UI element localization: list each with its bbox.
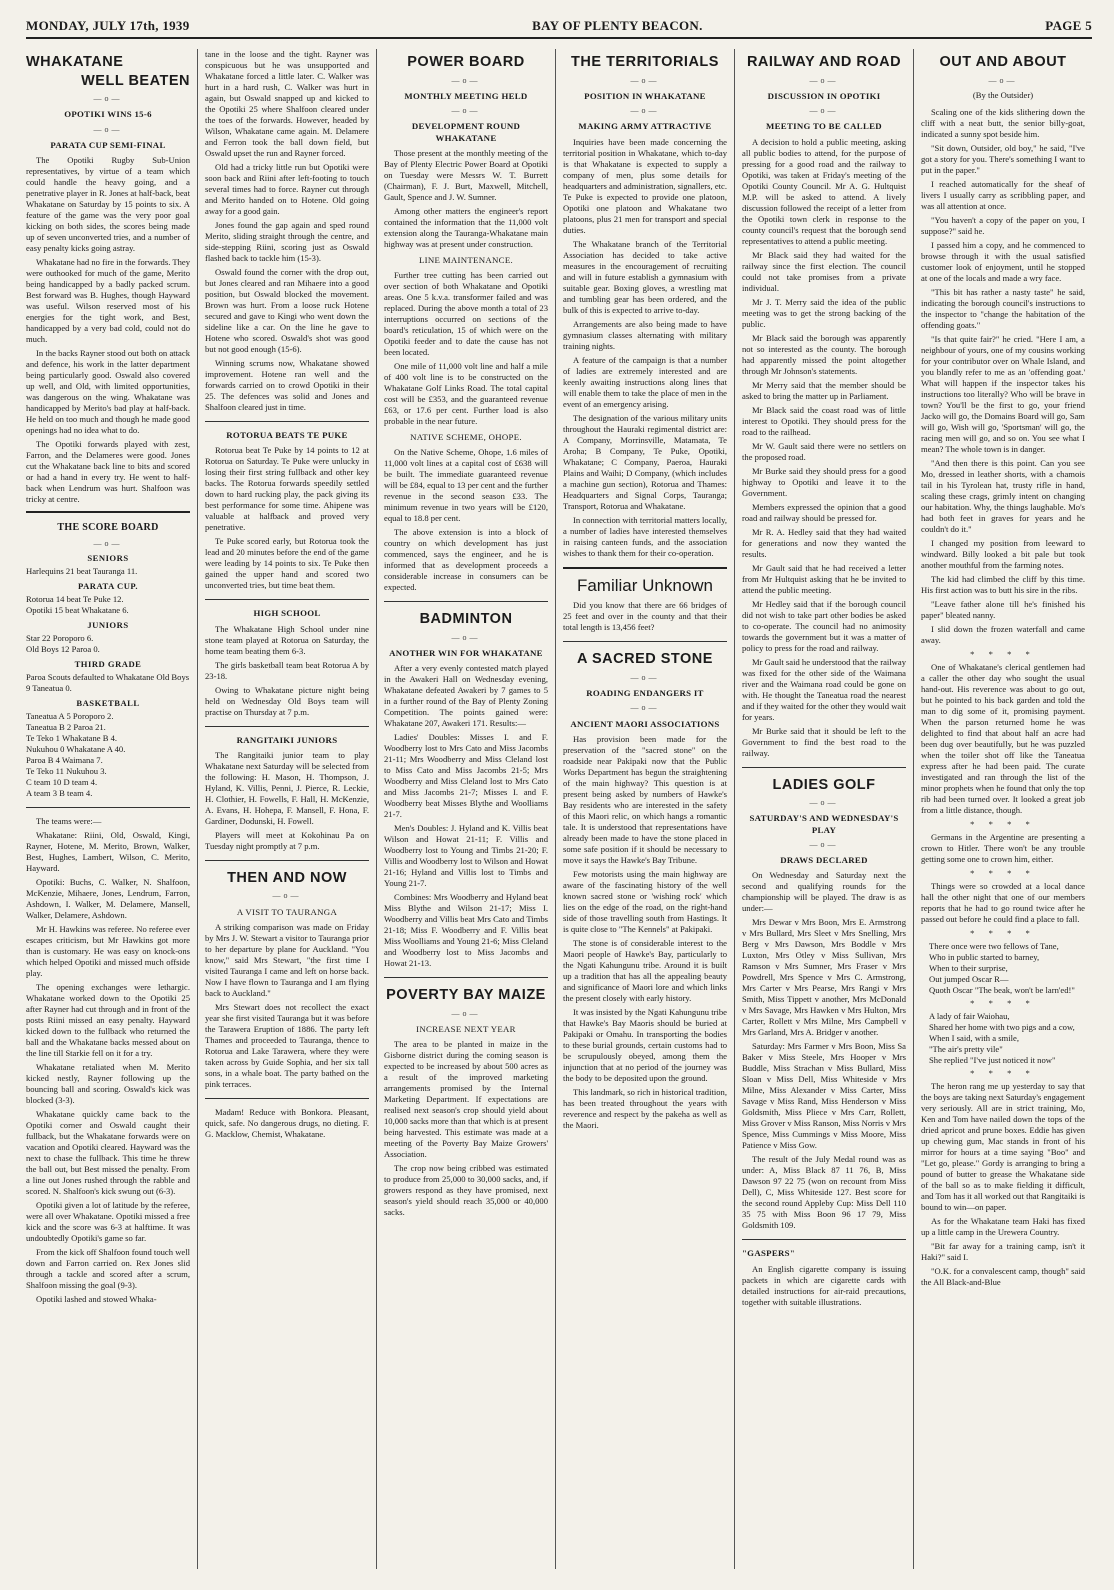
article-title: OUT AND ABOUT: [939, 54, 1067, 70]
star-divider: * * * *: [970, 867, 1036, 878]
paragraph: I reached automatically for the sheaf of livers I usually carry as scribbling paper, and was all attention at once.: [921, 178, 1085, 211]
ornament: —o—: [451, 632, 481, 642]
subheading: ANOTHER WIN FOR WHAKATANE: [389, 648, 543, 659]
byline: (By the Outsider): [972, 89, 1034, 100]
paragraph: One mile of 11,000 volt line and half a mile of 400 volt line is to be constructed on the Whakatane Golf Links Road. The total capital cost will be £353, and the guaranteed revenue £63, or 17.6 per cent. Further load is also probable in the near future.: [384, 361, 548, 427]
paragraph: "Is that quite fair?" he cried. "Here I am, a neighbour of yours, one of my cousins working for your contributor over on Whale Island, and you blandly refer to me as an 'offending goat.' What will happen if the inspector takes his instructions too literally? Who will be brave in town? You'll be the first to go, your friend Jacko will go, the Domains Board will go, Sam will go, Wish will go, 'Sportsman' will go, the racing men will go, and so on. You see what I mean? The whole town is in danger.: [921, 333, 1085, 454]
score-line: A team 3 B team 4.: [26, 788, 93, 799]
paragraph: Players will meet at Kokohinau Pa on Tuesday night promptly at 7 p.m.: [205, 829, 369, 851]
subheading: INCREASE NEXT YEAR: [416, 1024, 516, 1035]
score-line: Opotiki 15 beat Whakatane 6.: [26, 605, 129, 616]
paragraph: The opening exchanges were lethargic. Whakatane worked down to the Opotiki 25 after Rayner had cut through and in front of the posts Riini missed an easy penalty. Hayward kicked down to the fullback who returned the ball and the Whakatane backs messed about on the line till Starkie fell on it for a try.: [26, 982, 190, 1059]
star-divider: * * * *: [970, 997, 1036, 1008]
article-title: [26, 53, 190, 72]
paragraph: "This bit has rather a nasty taste" he said, indicating the borough council's instructions to the inspector to "change the habitation of the offending goats.": [921, 286, 1085, 330]
paragraph: Mr Gault said that he had received a letter from Mr Hultquist asking that he be invited to attend the public meeting.: [742, 562, 906, 595]
paragraph: "Bit far away for a training camp, isn't it Haki?" said I.: [921, 1240, 1085, 1262]
star-divider: * * * *: [970, 927, 1036, 938]
paragraph: Mrs Dewar v Mrs Boon, Mrs E. Armstrong v Mrs Bullard, Mrs Sleet v Mrs Snelling, Mrs Berg v Mrs Dawson, Mrs Boddle v Mrs Luxton, Mrs Otley v Miss Sullivan, Mrs Ramson v Mrs Sumner, Mrs Fraser v Mrs Powdrell, Mrs Spence v Mrs C. Armstrong, Mrs Carter v Mrs Pearse, Mrs Rangi v Mrs Smith, Miss Tippett v another, Mrs McDonald v Mrs Savage, Mrs Hawken v Mrs Hulton, Mrs Carter, Rollett v Mrs Milne, Mrs Campbell v Mrs Garland, Mrs A. Bridger v another.: [742, 917, 906, 1038]
paragraph: Combines: Mrs Woodberry and Hyland beat Miss Blythe and Wilson 21-17; Miss I. Woodberry and Villis beat Mrs Cato and Timbs 21-18; Miss F. Woodberry and F. Villis beat Miss Woolliams and Young 21-6; Miss Cleland and Woodberry lost to Miss Jacombs and Howat 21-13.: [384, 892, 548, 969]
paragraph: Has provision been made for the preservation of the "sacred stone" on the roadside near Pakipaki now that the Public Works Department has begun the straightening of the main highway? This question is at present being asked by numbers of Hawke's Bay residents who are interested in the safety of this Maori relic, on which hangs a romantic tale. It is understood that representations have already been made to have the stone placed in some safe position if it should be necessary to move it says the Hawke's Bay Tribune.: [563, 733, 727, 865]
paragraph: An English cigarette company is issuing packets in which are cigarette cards with detailed instructions for air-raid precautions, together with suitable illustrations.: [742, 1263, 906, 1307]
subheading: NATIVE SCHEME, OHOPE.: [410, 432, 522, 443]
score-line: C team 10 D team 4.: [26, 777, 98, 788]
paragraph: Whakatane retaliated when M. Merito kicked nestly, Rayner following up the bouncing ball and scoring. Oswald's kick was blocked (3-3).: [26, 1062, 190, 1106]
subheading: OPOTIKI WINS 15-6: [64, 109, 152, 120]
verse-line: Who in public started to barney,: [929, 951, 1040, 962]
ornament: —o—: [93, 94, 123, 104]
paragraph: Mr J. T. Merry said the idea of the public meeting was to get the strong backing of the public.: [742, 296, 906, 329]
ornament: —o—: [451, 75, 481, 85]
subheading: ROADING ENDANGERS IT: [586, 688, 704, 699]
ornament: —o—: [988, 75, 1018, 85]
ornament: —o—: [630, 672, 660, 682]
ornament: —o—: [809, 75, 839, 85]
paragraph: A decision to hold a public meeting, asking all public bodies to attend, for the purpose of pressing for a good road and the railway to Opotiki, was taken at Friday's meeting of the Opotiki County Council. Mr A. G. Hultquist M.P. will be asked to attend. A lively discussion followed the receipt of a letter from the Opotiki town clerk in response to the county council's request that the borough send representatives to attend a public meeting.: [742, 136, 906, 246]
ornament: —o—: [809, 798, 839, 808]
score-line: Rotorua 14 beat Te Puke 12.: [26, 594, 124, 605]
paragraph: I passed him a copy, and he commenced to browse through it with the usual satisfied customer look of enjoyment, until he stopped at one of the locals and made a wry face.: [921, 239, 1085, 283]
paragraph: Jones found the gap again and sped round Merito, sliding straight through the centre, and side-stepping Riini, scoring just as Oswald flashed back to tackle him (15-3).: [205, 220, 369, 263]
paragraph: In connection with territorial matters locally, a number of ladies have interested themselves in raising canteen funds, and the association wishes to thank them for their co-operation.: [563, 514, 727, 558]
column-5: [735, 49, 914, 1569]
masthead: [26, 18, 1092, 39]
star-divider: * * * *: [970, 1067, 1036, 1078]
ornament: —o—: [809, 106, 839, 116]
ornament: —o—: [272, 891, 302, 901]
paragraph: Mr Burke said they should press for a good highway to Opotiki and leave it to the Government.: [742, 465, 906, 498]
paragraph: Oswald found the corner with the drop out, but Jones cleared and ran Mihaere into a good position, but Oswald blocked the movement. Brown was hurt. From a loose ruck Hotene secured and gave to Kingi who went down the sideline like a car. On the line he gave to Hotene who scored. Oswald's shot was good but not good enough (15-6).: [205, 267, 369, 354]
column-1: [26, 49, 198, 1569]
divider: [563, 641, 727, 642]
paragraph: The stone is of considerable interest to the Maori people of Hawke's Bay, particularly to the Ngati Kahungunu tribe. Around it is built up a tradition that has all the appealing beauty and significance of Maori lore and which links the present closely with early history.: [563, 937, 727, 1003]
subheading: DEVELOPMENT ROUND WHAKATANE: [411, 121, 521, 143]
paragraph: Arrangements are also being made to have gymnasium classes alternating with military training nights.: [563, 318, 727, 351]
verse-line: When to their surprise,: [929, 962, 1008, 973]
paragraph: "Leave father alone till he's finished his paper" bleated nanny.: [921, 598, 1085, 620]
paragraph: tane in the loose and the tight. Rayner was conspicuous but he was unsupported and Whakatane forced a little later. C. Walker was hurt in a hard rush, C. Walker was hurt in again, but Oswald snapped up and kicked to the Opotiki 25 where Shalfoon cleared under the toes of the forwards. However, headed by Wilson, Whakatane came again. M. Delamere and Ferron took the ball down field, but Oswald upset the run and Rayner forced.: [205, 49, 369, 158]
ornament: —o—: [630, 75, 660, 85]
paragraph: I slid down the frozen waterfall and came away.: [921, 623, 1085, 645]
scoreboard-heading: THIRD GRADE: [74, 659, 142, 670]
ornament: —o—: [451, 106, 481, 116]
paragraph: The Opotiki Rugby Sub-Union representatives, by virtue of a team which could handle the heavy going, and a penetrative player in R. Jones at half-back, beat Whakatane on Saturday by 15 points to six. A feature of the game was the very poor goal kicking on both sides, the scores being made up of seven unconverted tries, and a number of easy penalty kicks going astray.: [26, 155, 190, 254]
score-line: Star 22 Poroporo 6.: [26, 633, 94, 644]
ornament: —o—: [93, 124, 123, 134]
subheading: MAKING ARMY ATTRACTIVE: [578, 121, 712, 132]
ornament: —o—: [451, 1008, 481, 1018]
paragraph: One of Whakatane's clerical gentlemen had a caller the other day who sought the usual hand-out. His reverence was about to go out, but he pointed to his back garden and told the man to dig some of it, promising payment. When the parson returned home he was delighted to find that about half an acre had been dug over beautifully, but he was puzzled when the toiler shot off like the Taneatua express after he had been paid. The curate investigated and ran through the list of the minor prophets when he found that only the top rib had been turned over. It looked a great job from a little distance, though.: [921, 661, 1085, 815]
verse-line: When I said, with a smile,: [929, 1032, 1019, 1043]
paragraph: Rotorua beat Te Puke by 14 points to 12 at Rotorua on Saturday. Te Puke were unlucky in losing their first string fullback and other key backs. The Rotorua forwards speedily settled down to hard rucking play, the pack giving its best performance for some time. Ahipene was valuable at halfback and proved very penetrative.: [205, 445, 369, 533]
subheading: MEETING TO BE CALLED: [766, 121, 882, 132]
paragraph: Whakatane had no fire in the forwards. They were outhooked for much of the game, Merito being handicapped by a badly packed scrum. Best forward was B. Hughes, though Hayward was useful. Wilson reserved most of his energies for the tight work, and Best, handicapped by a very bad cold, could not do much.: [26, 257, 190, 345]
verse-line: "The air's pretty vile": [929, 1043, 1003, 1054]
score-line: Taneatua A 5 Poroporo 2.: [26, 711, 114, 722]
subheading: PARATA CUP SEMI-FINAL: [50, 139, 166, 150]
paragraph: The result of the July Medal round was as under: A, Miss Black 87 11 76, B, Miss Dawson 97 22 75 (won on recount from Miss Dell), C, Miss Whiteside 127. Best score for the second round Appleby Cup: Miss Dell 110 35 75 with Miss Boon 96 17 79, Miss Goldsmith 109.: [742, 1154, 906, 1231]
paragraph: It was insisted by the Ngati Kahungunu tribe that Hawke's Bay Maoris should be buried at Pakipaki or Omahu. In transporting the bodies to these burial grounds, certain customs had to be scrupulously obeyed, among them the injunction that at no period of the journey was the body to be deposited upon the ground.: [563, 1006, 727, 1083]
scoreboard-heading: SENIORS: [87, 553, 129, 564]
subheading: A VISIT TO TAURANGA: [236, 906, 338, 917]
score-line: Harlequins 21 beat Tauranga 11.: [26, 566, 138, 577]
score-line: Taneatua B 2 Paroa 21.: [26, 722, 106, 733]
column-4: [556, 49, 735, 1569]
paragraph: Mr Black said they had waited for the railway since the first election. The council could not take promises from a private individual.: [742, 249, 906, 293]
star-divider: * * * *: [970, 648, 1036, 659]
subheading: "GASPERS": [742, 1248, 796, 1259]
paragraph: Germans in the Argentine are presenting a crown to Hitler. There won't be any trouble getting some one to crown him, either.: [921, 831, 1085, 864]
score-line: Te Teko 1 Whakatane B 4.: [26, 733, 118, 744]
scoreboard-heading: BASKETBALL: [76, 698, 140, 709]
divider: [205, 421, 369, 422]
paragraph: The area to be planted in maize in the Gisborne district during the coming season is expected to be increased by about 500 acres as a result of the improved marketing arrangements promised by the Internal Marketing Department. If expectations are realised next season's crop should yield about 10,000 sacks more than that which is at present being harvested. This estimate was made at a meeting of the Poverty Bay Maize Growers' Association.: [384, 1039, 548, 1160]
subheading: RANGITAIKI JUNIORS: [236, 734, 338, 745]
column-3: [377, 49, 556, 1569]
paragraph: The designation of the various military units throughout the Hauraki regimental district are: A Company, Morrinsville, Matamata, Te Aroha; B Company, Te Puke, Opotiki, Whakatane; C Company, Paeroa, Hauraki Plains and Waihi; D Company, (which includes a machine gun section), Rotorua and Thames: Headquarters and Signal Corps, Tauranga; Transport, Rotorua and Whakatane.: [563, 412, 727, 511]
scoreboard-heading: JUNIORS: [87, 620, 129, 631]
paragraph: "Sit down, Outsider, old boy," he said, "I've got a story for you. There's something I want to put in the paper.": [921, 142, 1085, 175]
paragraph: This landmark, so rich in historical tradition, has been treated throughout the years with reverence and respect by the pakeha as well as the Maori.: [563, 1086, 727, 1130]
paragraph: Mr Merry said that the member should be asked to bring the matter up in Parliament.: [742, 379, 906, 401]
article-title: LADIES GOLF: [772, 776, 876, 793]
divider: [742, 767, 906, 768]
paragraph: The teams were:—: [36, 816, 102, 827]
advertisement: Madam! Reduce with Bonkora. Pleasant, quick, safe. No dangerous drugs, no dieting. F. G. Macklow, Chemist, Whakatane.: [205, 1106, 369, 1139]
familiar-unknown-title: Familiar Unknown: [563, 567, 727, 597]
paragraph: Mr Black said the borough was apparently not so interested as the county. The borough had apparently missed the point altogether through Mr Johnson's statements.: [742, 332, 906, 376]
paragraph: Mr Black said the coast road was of little interest to Opotiki. They should press for the road to the railhead.: [742, 404, 906, 437]
paragraph: "O.K. for a convalescent camp, though" said the All Black-and-Blue: [921, 1265, 1085, 1287]
article-title: THEN AND NOW: [227, 869, 347, 886]
subheading: SATURDAY'S AND WEDNESDAY'S PLAY: [749, 813, 899, 835]
subheading: LINE MAINTENANCE.: [418, 254, 514, 265]
paragraph: Mr Gault said he understood that the railway was fixed for the other side of the Waimana river and the Waimana road could be gone on with. He thought the Taneatua road the nearest and if they waited for the other they would wait for years.: [742, 656, 906, 722]
paragraph: Te Puke scored early, but Rotorua took the lead and 20 minutes before the end of the game were leading by 14 points to six. Te Puke then gained the upper hand and scored two unconverted tries, but time beat them.: [205, 536, 369, 591]
divider: [205, 599, 369, 600]
paragraph: The crop now being cribbed was estimated to produce from 25,000 to 30,000 sacks, and, if growers respond as they have promised, next season's yield should reach 35,000 or 40,000 sacks.: [384, 1163, 548, 1218]
paragraph: Whakatane quickly came back to the Opotiki corner and Oswald caught their fullback, but the Whakatane forwards were on vacation and Opotiki cleared. Hayward was the next to chase the fullback. This time he threw the ball out, but Best missed the penalty. From a line out Jones rushed through the rabble and scored. N. Shalfoon's kick swung out (6-3).: [26, 1109, 190, 1197]
subheading: ROTORUA BEATS TE PUKE: [226, 430, 348, 440]
paragraph: The Whakatane branch of the Territorial Association has decided to take active measures in the encouragement of recruiting and will in future establish a gymnasium with suitable gear. Boxing gloves, a wrestling mat and tumbling gear has been ordered, and the bulk of this is expected to arrive to-day.: [563, 238, 727, 315]
paragraph: Opotiki lashed and stowed Whaka-: [36, 1294, 157, 1305]
divider: [26, 807, 190, 808]
paragraph: A striking comparison was made on Friday by Mrs J. W. Stewart a visitor to Tauranga prior to her departure by plane for Auckland. "You know," said Mrs Stewart, "the first time I visited Tauranga I came and left on horse back. Now I have flown to Tauranga and I am flying back to Auckland.": [205, 921, 369, 998]
score-board: [26, 511, 190, 799]
paragraph: Among other matters the engineer's report contained the information that the 11,000 volt extension along the Tauranga-Whakatane main highway was at present under construction.: [384, 205, 548, 249]
paragraph: The Opotiki forwards played with zest, Farron, and the Delameres were good. Jones cut the Whakatane back line to bits and scored or had a hand in every try. He went to half-back when Lendrum was hurt. Shalfoon was tricky at centre.: [26, 439, 190, 505]
ornament: —o—: [809, 839, 839, 849]
subheading: HIGH SCHOOL: [253, 608, 321, 619]
score-line: Te Teko 11 Nukuhou 3.: [26, 766, 107, 777]
paragraph: Did you know that there are 66 bridges of 25 feet and over in the county and that their total length is 13,456 feet?: [563, 600, 727, 633]
verse-line: Shared her home with two pigs and a cow,: [929, 1021, 1075, 1032]
paragraph: Scaling one of the kids slithering down the cliff with a neat butt, the senior billy-goat, indicated a sunny spot beside him.: [921, 106, 1085, 139]
paragraph: Ladies' Doubles: Misses I. and F. Woodberry lost to Mrs Cato and Miss Jacombs 21-11; Mrs Woodberry and Miss Cleland lost to Miss Cato and Miss Jacombs 21-5; Mrs Woodberry and Miss Cleland lost to Mrs Cato and Miss Jacombs 21-7; Misses I. and F. Woodberry beat Misses Blythe and Woolliams 21-7.: [384, 732, 548, 820]
paragraph: The Rangitaiki junior team to play Whakatane next Saturday will be selected from the following: H. Mason, H. Thompson, J. Hyland, K. Villis, Penni, J. Pierce, R. Leckie, H. Clothier, H. Fowells, F. Hall, H. McKenzie, A. Evans, H. Hohepa, F. Mansell, F. Hona, F. Gardiner, Dodunski, H. Fowell.: [205, 749, 369, 826]
divider: [205, 726, 369, 727]
scoreboard-heading: PARATA CUP.: [77, 581, 139, 592]
divider: [205, 860, 369, 861]
paragraph: In the backs Rayner stood out both on attack and defence, his work in the latter department being particularly good. Oswald also covered up well, and Old, with limited opportunities, was dangerous on the wing. Whakatane was handicapped by Merito's bad play at half-back. He held on too much and though he made good openings had no idea what to do.: [26, 348, 190, 436]
score-line: Paroa B 4 Waimana 7.: [26, 755, 103, 766]
divider: [742, 1239, 906, 1240]
paragraph: Members expressed the opinion that a good road and railway should be pressed for.: [742, 501, 906, 523]
divider: [205, 1098, 369, 1099]
divider: [384, 601, 548, 602]
verse-line: There once were two fellows of Tane,: [929, 940, 1059, 951]
paragraph: Few motorists using the main highway are aware of the fascinating history of the well known sacred stone or 'wishing rock' which lies on the edge of the road, on the right-hand side of those travelling south from Hastings. It is quite close to "The Kennels" at Pakipaki.: [563, 868, 727, 934]
paragraph: I changed my position from leeward to windward. Billy looked a bit pale but took another mouthful from the farming notes.: [921, 537, 1085, 570]
paragraph: The kid had climbed the cliff by this time. His first action was to butt his sire in the ribs.: [921, 573, 1085, 595]
paragraph: Old had a tricky little run but Opotiki were soon back and Riini after left-footing to touch several times had to force. Rayner cut through and Merito handed on to Hotene. Old going away for a good gain.: [205, 162, 369, 216]
article-title: A SACRED STONE: [577, 651, 713, 668]
paragraph: The girls basketball team beat Rotorua A by 23-18.: [205, 659, 369, 681]
paragraph: On Wednesday and Saturday next the second and qualifying rounds for the championship will be played. The draw is as under:—: [742, 870, 906, 914]
ornament: —o—: [630, 703, 660, 713]
paragraph: Mr R. A. Hedley said that they had waited for generations and now they wanted the results.: [742, 526, 906, 559]
paragraph: Mrs Stewart does not recollect the exact year she first visited Tauranga but it was before the Tarawera Eruption of 1886. The party left Thames and proceeded to Tauranga, thence to Rotorua and Lake Tarawera, where they were taken across by Guide Sophia, and her six tall sons, in a whale boat. The party bathed on the pink terraces.: [205, 1001, 369, 1089]
paragraph: Opotiki given a lot of latitude by the referee, were all over Whakatane. Opotiki missed a free kick and the score was 6-3 at halftime. It was undoubtedly Opotiki's game so far.: [26, 1200, 190, 1244]
score-line: Old Boys 12 Paroa 0.: [26, 644, 100, 655]
paragraph: From the kick off Shalfoon found touch well down and Farron carried on. Rex Jones slid through a tackle and scored after a scrum, Shalfoon missing the goal (9-3).: [26, 1247, 190, 1291]
article-title: RAILWAY AND ROAD: [746, 54, 902, 70]
columns: [26, 49, 1092, 1569]
paragraph: Saturday: Mrs Farmer v Mrs Boon, Miss Sa Baker v Miss Steele, Mrs Hooper v Mrs Buddle, Miss Strachan v Miss Bullard, Miss Sloan v Miss Dell, Miss Whiteside v Mrs Milne, Miss Alexander v Miss Carter, Miss Savage v Miss Rand, Miss Henderson v Miss Goldsmith, Miss Pliece v Mrs Carr, Rollett, Miss Grover v Miss Ranson, Miss Norris v Mrs Spence, Miss Cummings v Miss Moore, Miss Patience v Miss Gow.: [742, 1041, 907, 1151]
scoreboard-title: THE SCORE BOARD: [57, 522, 159, 534]
column-6: [914, 49, 1092, 1569]
subheading: DRAWS DECLARED: [780, 855, 868, 866]
paragraph: On the Native Scheme, Ohope, 1.6 miles of 11,000 volt lines at a capital cost of £638 will be built. The immediate guaranteed revenue will be £84, equal to 13 per cent and the further revenue in the second season £33. The minimum revenue in two years will be £120, equal to 18.8 per cent.: [384, 447, 548, 524]
article-title: THE TERRITORIALS: [571, 54, 719, 70]
masthead-date: MONDAY, JULY 17th, 1939: [26, 18, 190, 33]
paragraph: Whakatane: Riini, Old, Oswald, Kingi, Rayner, Hotene, M. Merito, Brown, Walker, Best, Hughes, Lambert, Wilson, C. Merito, Hayward.: [26, 830, 190, 874]
score-line: Paroa Scouts defaulted to Whakatane Old Boys 9 Taneatua 0.: [26, 672, 190, 694]
paragraph: Mr H. Hawkins was referee. No referee ever escapes criticism, but Mr Hawkins got more than is customary. He was easy on knock-ons which helped Opotiki and missed much offside play.: [26, 924, 190, 979]
paragraph: "And then there is this point. Can you see Mo, dressed in leather shorts, with a chamois tail in his Tyrolean hat, trusty rifle in hand, scaling these crags, grimly intent on changing our habitation. Why, the things laughable. Mo's had both feet in graves for years and he couldn't do it.": [921, 457, 1085, 534]
article-title: POWER BOARD: [407, 54, 525, 70]
verse-line: She replied "I've just noticed it now": [929, 1054, 1056, 1065]
subheading: DISCUSSION IN OPOTIKI: [767, 90, 881, 101]
subheading: POSITION IN WHAKATANE: [584, 90, 706, 101]
article-title: BADMINTON: [419, 611, 513, 628]
paragraph: Inquiries have been made concerning the territorial position in Whakatane, which to-day is that Whakatane is expected to supply a company of men, plus some details for headquarters and administration, signallers, etc. Te Puke is expected to provide one platoon, Opotiki one platoon and Whakatane two platoons, plus 21 men for transport and special duties.: [563, 136, 727, 235]
score-line: Nukuhou 0 Whakatane A 40.: [26, 744, 126, 755]
ornament: —o—: [630, 106, 660, 116]
paragraph: The heron rang me up yesterday to say that the boys are taking next Saturday's engagement very seriously. All are in strict training, Mo, Ken and Tom have nailed down the tops of the dried apricot and prune boxes. Eddie has given up chewing gum, Mac stands in front of his mirror for hours at a time saying "Boo" and "Let go, please." Gordy is arranging to bring a pound of butter to grease the Whakatane side of the ball so as to make fielding it difficult, and Tom has it all worked out that Rangitaiki is bound to win—on paper.: [921, 1080, 1085, 1212]
article-title: POVERTY BAY MAIZE: [386, 987, 546, 1004]
subheading: MONTHLY MEETING HELD: [404, 90, 528, 101]
star-divider: * * * *: [970, 818, 1036, 829]
ornament: —o—: [93, 538, 123, 548]
paragraph: Winning scrums now, Whakatane showed improvement. Hotene ran well and the forwards carried on to crowd Opotiki in their 25. The defences was solid and Jones and Shalfoon cleared just in time.: [205, 358, 369, 412]
paragraph: Mr Hedley said that if the borough council did not wish to take part other bodies be asked to co-operate. The council had no animosity towards the government but it was a matter of policy to press for the road and railway.: [742, 598, 906, 653]
paragraph: Further tree cutting has been carried out over section of both Whakatane and Opotiki areas. One 5 k.v.a. transformer failed and was replaced. During the above month a total of 23 interruptions occurred on sections of the board's reticulation, 15 of which were on the Opotiki feeder and to date the cause has not been located.: [384, 270, 548, 358]
paragraph: After a very evenly contested match played in the Awakeri Hall on Wednesday evening, Whakatane defeated Awakeri by 7 games to 5 in a further round of the Bay of Plenty Zoning Competition. The points gained were: Whakatane 207, Awakeri 171. Results:—: [384, 663, 548, 729]
paragraph: Opotiki: Buchs, C. Walker, N. Shalfoon, McKenzie, Mihaere, Jones, Lendrum, Farron, Ashdown, I. Walker, M. Delamere, Mansell, Walker, Delamere, Ashdown.: [26, 877, 190, 921]
article-title: [26, 72, 190, 91]
paragraph: Things were so crowded at a local dance hall the other night that one of our members reports that he had to go round twice after he passed out before he could find a place to fall.: [921, 880, 1085, 924]
verse-line: Quoth Oscar "The beak, won't be larn'ed!": [929, 984, 1075, 995]
masthead-page: PAGE 5: [1045, 18, 1092, 33]
paragraph: The above extension is into a block of country on which development has just commenced, says the engineer, and he is informed that as development proceeds a considerable increase in consumers can be expected.: [384, 527, 548, 593]
paragraph: The Whakatane High School under nine stone team played at Rotorua on Saturday, the home team beating them 6-3.: [205, 623, 369, 656]
title-line: WHAKATANE: [26, 54, 124, 70]
paragraph: Mr W. Gault said there were no settlers on the proposed road.: [742, 440, 906, 462]
paragraph: "You haven't a copy of the paper on you, I suppose?" said he.: [921, 214, 1085, 236]
subheading: ANCIENT MAORI ASSOCIATIONS: [570, 718, 720, 729]
masthead-paper: BAY OF PLENTY BEACON.: [532, 18, 703, 33]
verse-line: Out jumped Oscar R—: [929, 973, 1009, 984]
paragraph: As for the Whakatane team Haki has fixed up a little camp in the Urewera Country.: [921, 1215, 1085, 1237]
paragraph: Mr Burke said that it should be left to the Government to find the best road to the railway.: [742, 725, 906, 758]
paragraph: Men's Doubles: J. Hyland and K. Villis beat Wilson and Howat 21-11; F. Villis and Woodberry lost to Young and Timbs 21-20; F. Villis and Woodberry lost to Wilson and Howat 21-16; Hyland and Villis lost to Timbs and Young 21-7.: [384, 823, 548, 889]
paragraph: Owing to Whakatane picture night being held on Wednesday Old Boys team will practise on Thursday at 7 p.m.: [205, 684, 369, 717]
divider: [384, 977, 548, 978]
verse-line: A lady of fair Waiohau,: [929, 1010, 1010, 1021]
paragraph: Those present at the monthly meeting of the Bay of Plenty Electric Power Board at Opotiki on Tuesday were Messrs W. T. Burrett (Chairman), F. J. Burt, Maxwell, Mitchell, Gault, Spence and J. W. Sumner.: [384, 147, 548, 202]
column-2: [198, 49, 377, 1569]
title-line: WELL BEATEN: [81, 72, 190, 89]
paragraph: A feature of the campaign is that a number of ladies are extremely interested and are keenly awaiting instructions along lines that will enable them to take the place of men in the event of an emergency arising.: [563, 354, 727, 409]
